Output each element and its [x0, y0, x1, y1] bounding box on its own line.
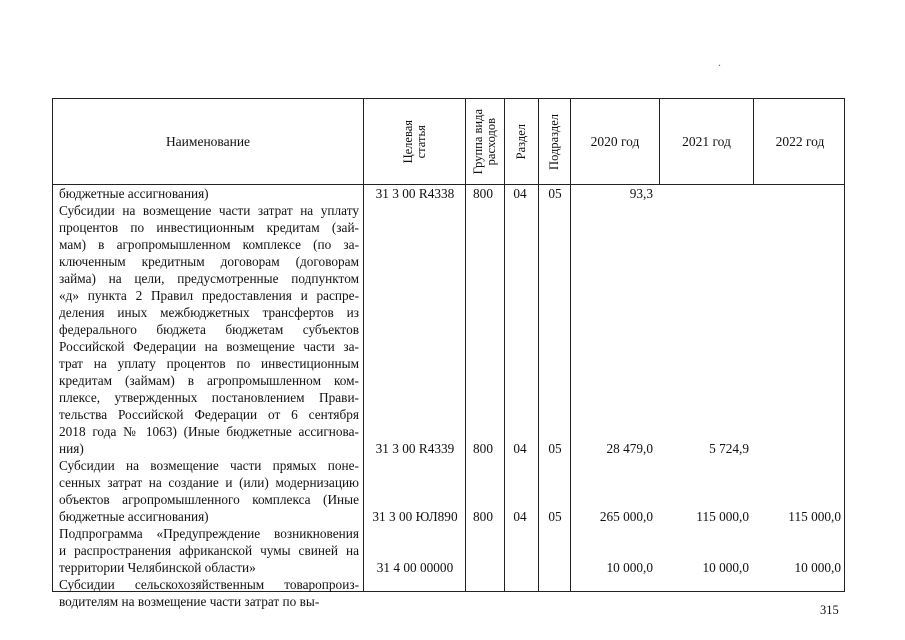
row-name-line: деления иных межбюджетных трансфертов из [59, 305, 359, 320]
row-name-line: бюджетные ассигнования) [59, 509, 209, 524]
budget-table [52, 98, 845, 609]
row-name-line: Субсидии сельскохозяйственным товаропроиз- [59, 577, 359, 592]
row-name-line: плексе, утвержденных постановлением Прави- [59, 390, 359, 405]
row-name-line: «д» пункта 2 Правил предоставления и распре- [59, 288, 359, 303]
row-name-line: займа) на цели, предусмотренные подпунктом [59, 271, 359, 286]
header-2022: 2022 год [775, 133, 825, 149]
row-name-line: Российской Федерации на возмещение части за- [59, 339, 359, 354]
subsection-cell: 05 [548, 186, 562, 201]
header-2021: 2021 год [682, 133, 731, 149]
page-number: 315 [820, 603, 839, 617]
row-name-line: тельства Российской Федерации от 6 сентября [59, 407, 359, 422]
header-expense-group: Группа вида расходов [471, 108, 498, 175]
subsection-cell: 05 [548, 509, 562, 524]
amount-2022-cell: 115 000,0 [788, 509, 841, 524]
amount-2020-cell: 265 000,0 [599, 509, 653, 524]
row-name-line: 2018 года № 1063) (Иные бюджетные ассигнова- [59, 424, 359, 439]
amount-2021-cell: 115 000,0 [696, 509, 749, 524]
row-name [59, 576, 359, 610]
header-2020: 2020 год [590, 133, 640, 149]
subsection-cell: 05 [548, 441, 562, 456]
row-name-line: ключенным кредитным договорам (договорам [59, 254, 359, 269]
amount-2020-cell: 28 479,0 [606, 441, 653, 456]
row-name-line: трат на уплату процентов по инвестиционным [59, 356, 359, 371]
row-name-line: федерального бюджета бюджетам субъектов [59, 322, 359, 337]
stray-mark: . [718, 55, 721, 69]
row-name [59, 457, 359, 525]
target-article-cell: 31 3 00 ЮЛ890 [372, 509, 458, 524]
amount-2021-cell: 5 724,9 [709, 441, 749, 456]
row-name-line: кредитам (займам) в агропромышленном ком- [59, 373, 359, 388]
target-article-cell: 31 3 00 R4338 [375, 186, 455, 201]
row-name-line: водителям на возмещение части затрат по вы- [59, 594, 320, 609]
header-subsection: Подраздел [547, 113, 561, 170]
row-name-line: бюджетные ассигнования) [59, 186, 209, 201]
row-name-line: процентов по инвестиционным кредитам (зай- [59, 220, 359, 235]
row-name-line: сенных затрат на создание и (или) модернизацию [59, 475, 359, 490]
row-name-line: и распространения африканской чумы свиней на [59, 543, 359, 558]
column-divider [659, 99, 660, 184]
row-name [59, 185, 359, 202]
row-name [59, 202, 359, 457]
header-name: Наименование [165, 133, 251, 149]
header-section: Раздел [514, 123, 528, 160]
column-divider [363, 99, 364, 591]
section-cell: 04 [513, 186, 527, 201]
row-name-line: объектов агропромышленного комплекса (Иные [59, 492, 359, 507]
target-article-cell: 31 4 00 00000 [376, 560, 454, 575]
amount-2022-cell: 10 000,0 [794, 560, 841, 575]
row-name-line: Подпрограмма «Предупреждение возникновения [59, 526, 359, 541]
column-divider [753, 99, 754, 184]
row-name-line: мам) в агропромышленном комплексе (по за- [59, 237, 359, 252]
amount-2020-cell: 10 000,0 [606, 560, 653, 575]
row-name [59, 525, 359, 576]
row-name-line: Субсидии на возмещение части прямых поне- [59, 458, 359, 473]
header-target-article: Целевая статья [400, 119, 428, 164]
expense-group-cell: 800 [473, 441, 493, 456]
row-name-line: ния) [59, 441, 84, 456]
target-article-cell: 31 3 00 R4339 [375, 441, 455, 456]
section-cell: 04 [513, 509, 527, 524]
row-name-line: Субсидии на возмещение части затрат на уплату [59, 203, 359, 218]
row-name-line: территории Челябинской области» [59, 560, 256, 575]
amount-2020-cell: 93,3 [629, 186, 653, 201]
table-header [53, 99, 844, 185]
expense-group-cell: 800 [473, 509, 493, 524]
section-cell: 04 [513, 441, 527, 456]
expense-group-cell: 800 [473, 186, 493, 201]
amount-2021-cell: 10 000,0 [702, 560, 749, 575]
